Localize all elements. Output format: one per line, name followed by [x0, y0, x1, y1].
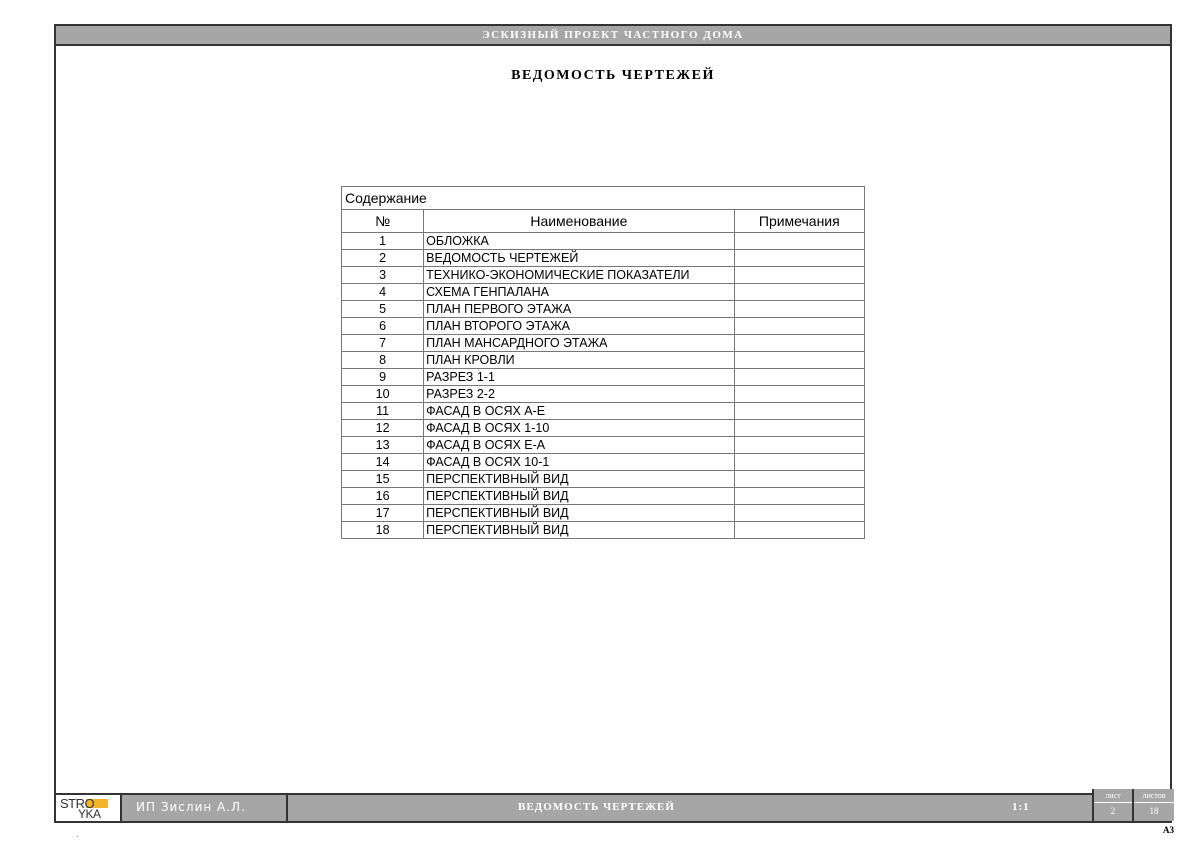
row-note — [734, 420, 864, 437]
row-number: 14 — [342, 454, 424, 471]
table-row — [342, 505, 865, 522]
table-row — [342, 437, 865, 454]
row-name: ФАСАД В ОСЯХ 10-1 — [424, 454, 734, 471]
row-note — [734, 471, 864, 488]
project-header: ЭСКИЗНЫЙ ПРОЕКТ ЧАСТНОГО ДОМА — [56, 26, 1170, 46]
company-name: ИП Зислин А.Л. — [122, 795, 288, 821]
row-number: 12 — [342, 420, 424, 437]
table-row — [342, 352, 865, 369]
row-name: ПЛАН ВТОРОГО ЭТАЖА — [424, 318, 734, 335]
sheets-label: листов — [1134, 789, 1174, 803]
row-number: 1 — [342, 233, 424, 250]
row-number: 15 — [342, 471, 424, 488]
row-number: 18 — [342, 522, 424, 539]
row-number: 6 — [342, 318, 424, 335]
table-caption-row — [342, 187, 865, 210]
drawing-sheet — [54, 24, 1172, 823]
table-caption: Содержание — [342, 187, 865, 210]
column-header-no: № — [342, 210, 424, 233]
row-name: ВЕДОМОСТЬ ЧЕРТЕЖЕЙ — [424, 250, 734, 267]
sheet-title: ВЕДОМОСТЬ ЧЕРТЕЖЕЙ — [511, 68, 715, 83]
row-note — [734, 522, 864, 539]
row-name: ПЕРСПЕКТИВНЫЙ ВИД — [424, 505, 734, 522]
row-number: 8 — [342, 352, 424, 369]
sheet-number: 2 — [1110, 806, 1116, 816]
table-row — [342, 454, 865, 471]
row-name: ОБЛОЖКА — [424, 233, 734, 250]
scale-value: 1:1 — [1012, 801, 1030, 813]
table-row — [342, 335, 865, 352]
footer-sheet-title: ВЕДОМОСТЬ ЧЕРТЕЖЕЙ — [518, 801, 675, 813]
row-number: 7 — [342, 335, 424, 352]
table-row — [342, 250, 865, 267]
row-note — [734, 301, 864, 318]
row-number: 3 — [342, 267, 424, 284]
table-row — [342, 318, 865, 335]
row-name: ПЛАН МАНСАРДНОГО ЭТАЖА — [424, 335, 734, 352]
row-number: 4 — [342, 284, 424, 301]
row-note — [734, 369, 864, 386]
logo-text-top: STRO — [60, 796, 95, 811]
row-name: ТЕХНИКО-ЭКОНОМИЧЕСКИЕ ПОКАЗАТЕЛИ — [424, 267, 734, 284]
row-name: ФАСАД В ОСЯХ А-Е — [424, 403, 734, 420]
row-name: ФАСАД В ОСЯХ 1-10 — [424, 420, 734, 437]
footer-title-field — [288, 795, 1092, 821]
row-note — [734, 233, 864, 250]
row-number: 17 — [342, 505, 424, 522]
company-logo — [56, 795, 122, 821]
row-name: ПЕРСПЕКТИВНЫЙ ВИД — [424, 522, 734, 539]
paper-format: А3 — [1163, 825, 1174, 835]
table-row — [342, 284, 865, 301]
row-note — [734, 454, 864, 471]
drawings-list-table — [341, 186, 865, 539]
row-name: ПЛАН КРОВЛИ — [424, 352, 734, 369]
row-name: ПЛАН ПЕРВОГО ЭТАЖА — [424, 301, 734, 318]
row-note — [734, 284, 864, 301]
column-header-name: Наименование — [424, 210, 734, 233]
row-note — [734, 437, 864, 454]
row-number: 16 — [342, 488, 424, 505]
row-number: 10 — [342, 386, 424, 403]
row-note — [734, 505, 864, 522]
row-note — [734, 386, 864, 403]
table-row — [342, 488, 865, 505]
row-name: ПЕРСПЕКТИВНЫЙ ВИД — [424, 488, 734, 505]
sheets-count: 18 — [1149, 806, 1159, 816]
table-row — [342, 403, 865, 420]
row-number: 11 — [342, 403, 424, 420]
row-name: РАЗРЕЗ 2-2 — [424, 386, 734, 403]
column-header-note: Примечания — [734, 210, 864, 233]
table-row — [342, 522, 865, 539]
row-name: ПЕРСПЕКТИВНЫЙ ВИД — [424, 471, 734, 488]
row-note — [734, 318, 864, 335]
table-row — [342, 233, 865, 250]
row-number: 9 — [342, 369, 424, 386]
row-note — [734, 335, 864, 352]
table-row — [342, 301, 865, 318]
title-block — [56, 793, 1170, 821]
corner-mark: · — [76, 832, 79, 841]
table-row — [342, 386, 865, 403]
table-row — [342, 471, 865, 488]
row-note — [734, 403, 864, 420]
table-row — [342, 267, 865, 284]
row-number: 2 — [342, 250, 424, 267]
row-number: 13 — [342, 437, 424, 454]
table-row — [342, 369, 865, 386]
row-name: ФАСАД В ОСЯХ Е-А — [424, 437, 734, 454]
row-name: РАЗРЕЗ 1-1 — [424, 369, 734, 386]
table-header-row — [342, 210, 865, 233]
row-number: 5 — [342, 301, 424, 318]
row-note — [734, 488, 864, 505]
row-note — [734, 250, 864, 267]
table-row — [342, 420, 865, 437]
sheet-count-box — [1132, 789, 1174, 821]
row-note — [734, 352, 864, 369]
row-name: СХЕМА ГЕНПАЛАНА — [424, 284, 734, 301]
sheet-number-box — [1092, 789, 1132, 821]
sheet-label: лист — [1094, 789, 1132, 803]
logo-text-bottom: YKA — [78, 807, 101, 821]
row-note — [734, 267, 864, 284]
